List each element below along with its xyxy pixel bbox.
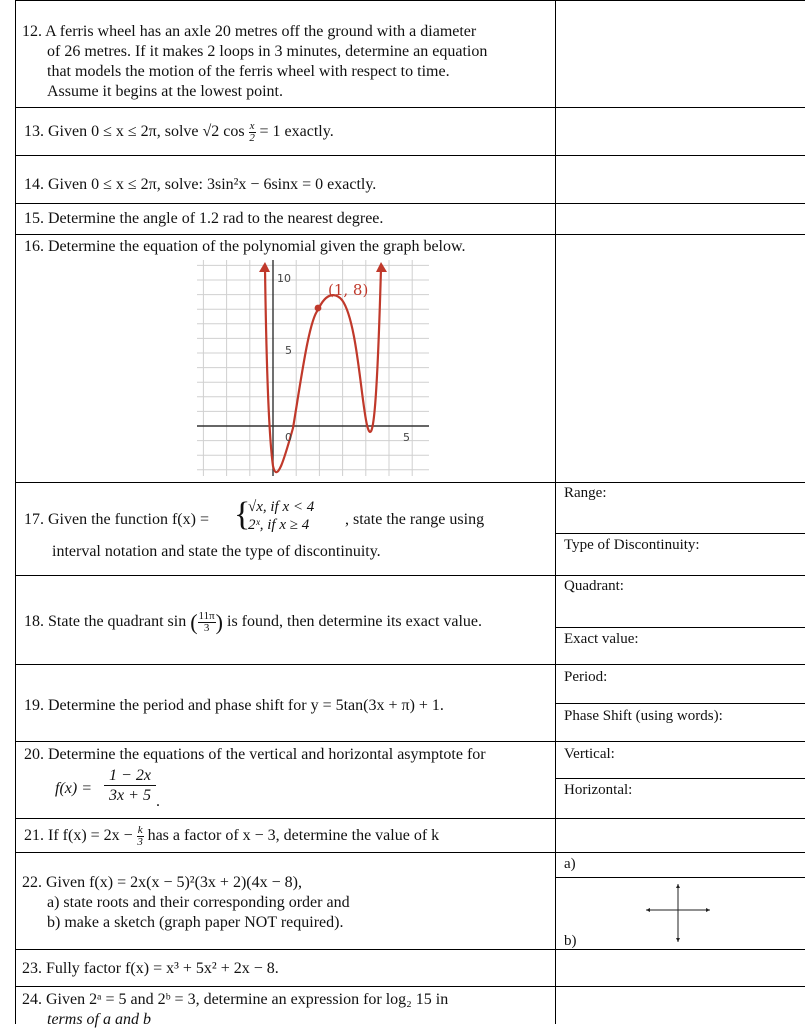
row-divider	[15, 203, 805, 204]
q13-prefix: 13. Given 0 ≤ x ≤ 2π, solve √2 cos	[24, 123, 245, 141]
q20-denominator: 3x + 5	[109, 787, 151, 804]
column-divider	[555, 0, 556, 1024]
q24-line1: 24. Given 2ᵃ = 5 and 2ᵇ = 3, determine an expression for log₂ 15 in	[22, 991, 449, 1008]
q22-line2: a) state roots and their corresponding order and	[47, 894, 350, 911]
polynomial-graph	[197, 260, 432, 478]
table-border-top	[15, 0, 805, 1]
phase-shift-label: Phase Shift (using words):	[564, 708, 723, 724]
q19-text: 19. Determine the period and phase shift for y = 5tan(3x + π) + 1.	[24, 697, 444, 714]
q13-frac-num: x	[249, 120, 255, 132]
q18-text: 18. State the quadrant sin ( $\frac{11\pi}{3}$ ) is found, then determine its exact value.	[24, 609, 483, 635]
y-tick-10: 10	[277, 272, 291, 285]
q22-line3: b) make a sketch (graph paper NOT required).	[47, 914, 344, 931]
row-divider	[15, 818, 805, 819]
q17-brace: {	[234, 496, 251, 533]
q21-frac-num: k	[137, 824, 143, 836]
point-label: (1, 8)	[328, 281, 369, 299]
part-a-label: a)	[564, 856, 576, 872]
q21-prefix: 21. If f(x) = 2x −	[24, 827, 133, 845]
answer-divider	[555, 778, 805, 779]
row-divider	[15, 482, 805, 483]
x-tick-5: 5	[403, 431, 410, 444]
q14-text: 14. Given 0 ≤ x ≤ 2π, solve: 3sin²x − 6sinx = 0 exactly.	[24, 176, 377, 193]
q17-piece1: √x, if x < 4	[248, 499, 315, 515]
exact-value-label: Exact value:	[564, 631, 639, 647]
q13-text	[24, 121, 334, 144]
row-divider	[15, 575, 805, 576]
q17-piece2: 2ˣ, if x ≥ 4	[248, 517, 310, 533]
period-label: Period:	[564, 669, 608, 685]
q13-fraction	[249, 121, 256, 144]
vertical-label: Vertical:	[564, 746, 615, 762]
q18-prefix: 18. State the quadrant sin	[24, 613, 187, 631]
q22-line1: 22. Given f(x) = 2x(x − 5)²(3x + 2)(4x − 8),	[22, 874, 302, 891]
curve-arrow-left	[259, 262, 270, 272]
q21-fraction	[137, 825, 144, 848]
q20-fraction	[104, 766, 156, 805]
answer-divider	[555, 533, 805, 534]
q21-suffix: has a factor of x − 3, determine the value of k	[147, 827, 440, 845]
q18-frac-num: 11π	[198, 610, 215, 622]
row-divider	[15, 986, 805, 987]
q24-line2: terms of a and b	[47, 1011, 151, 1028]
table-border-left	[15, 0, 16, 1024]
q16-text: 16. Determine the equation of the polynomial given the graph below.	[24, 238, 466, 255]
q15-text: 15. Determine the angle of 1.2 rad to the nearest degree.	[24, 210, 384, 227]
discontinuity-label: Type of Discontinuity:	[564, 537, 700, 553]
row-divider	[15, 234, 805, 235]
q17-suffix: , state the range using	[345, 511, 485, 528]
q18-suffix: is found, then determine its exact value.	[227, 613, 483, 631]
sketch-axes	[642, 880, 714, 946]
q13-suffix: = 1 exactly.	[259, 123, 334, 141]
sketch-arrow-up	[676, 884, 680, 888]
q21-text	[24, 825, 439, 848]
quadrant-label: Quadrant:	[564, 578, 624, 594]
q12-line4: Assume it begins at the lowest point.	[47, 83, 283, 100]
q12-line3: that models the motion of the ferris wheel with respect to time.	[47, 63, 450, 80]
row-divider	[15, 664, 805, 665]
q23-text: 23. Fully factor f(x) = x³ + 5x² + 2x − 8.	[22, 960, 279, 977]
answer-divider	[555, 703, 805, 704]
sketch-arrow-right	[706, 908, 710, 912]
curve-arrow-right	[376, 262, 387, 272]
row-divider	[15, 741, 805, 742]
q20-period: .	[156, 793, 160, 810]
origin-label: 0	[285, 431, 292, 444]
range-label: Range:	[564, 485, 607, 501]
q18-frac-den: 3	[203, 622, 210, 634]
row-divider	[15, 155, 805, 156]
row-divider	[15, 107, 805, 108]
y-tick-5: 5	[285, 344, 292, 357]
row-divider	[15, 852, 805, 853]
q12-line2: of 26 metres. If it makes 2 loops in 3 minutes, determine an equation	[47, 43, 488, 60]
graph-grid	[197, 260, 429, 476]
q20-numerator: 1 − 2x	[104, 766, 156, 786]
q20-fx: f(x) =	[55, 780, 92, 797]
q12-line1: 12. A ferris wheel has an axle 20 metres off the ground with a diameter	[22, 23, 477, 40]
part-b-label: b)	[564, 933, 577, 949]
q17-line2: interval notation and state the type of discontinuity.	[52, 543, 381, 560]
sketch-arrow-left	[646, 908, 650, 912]
q20-line1: 20. Determine the equations of the vertical and horizontal asymptote for	[24, 746, 486, 763]
point-1-8	[315, 305, 322, 312]
q13-frac-den: 2	[249, 132, 255, 144]
horizontal-label: Horizontal:	[564, 782, 633, 798]
sketch-arrow-down	[676, 938, 680, 942]
answer-divider	[555, 627, 805, 628]
answer-divider	[555, 877, 805, 878]
q17-prefix: 17. Given the function f(x) =	[24, 511, 209, 528]
row-divider	[15, 949, 805, 950]
q21-frac-den: 3	[137, 836, 143, 848]
q18-fraction	[198, 611, 216, 634]
